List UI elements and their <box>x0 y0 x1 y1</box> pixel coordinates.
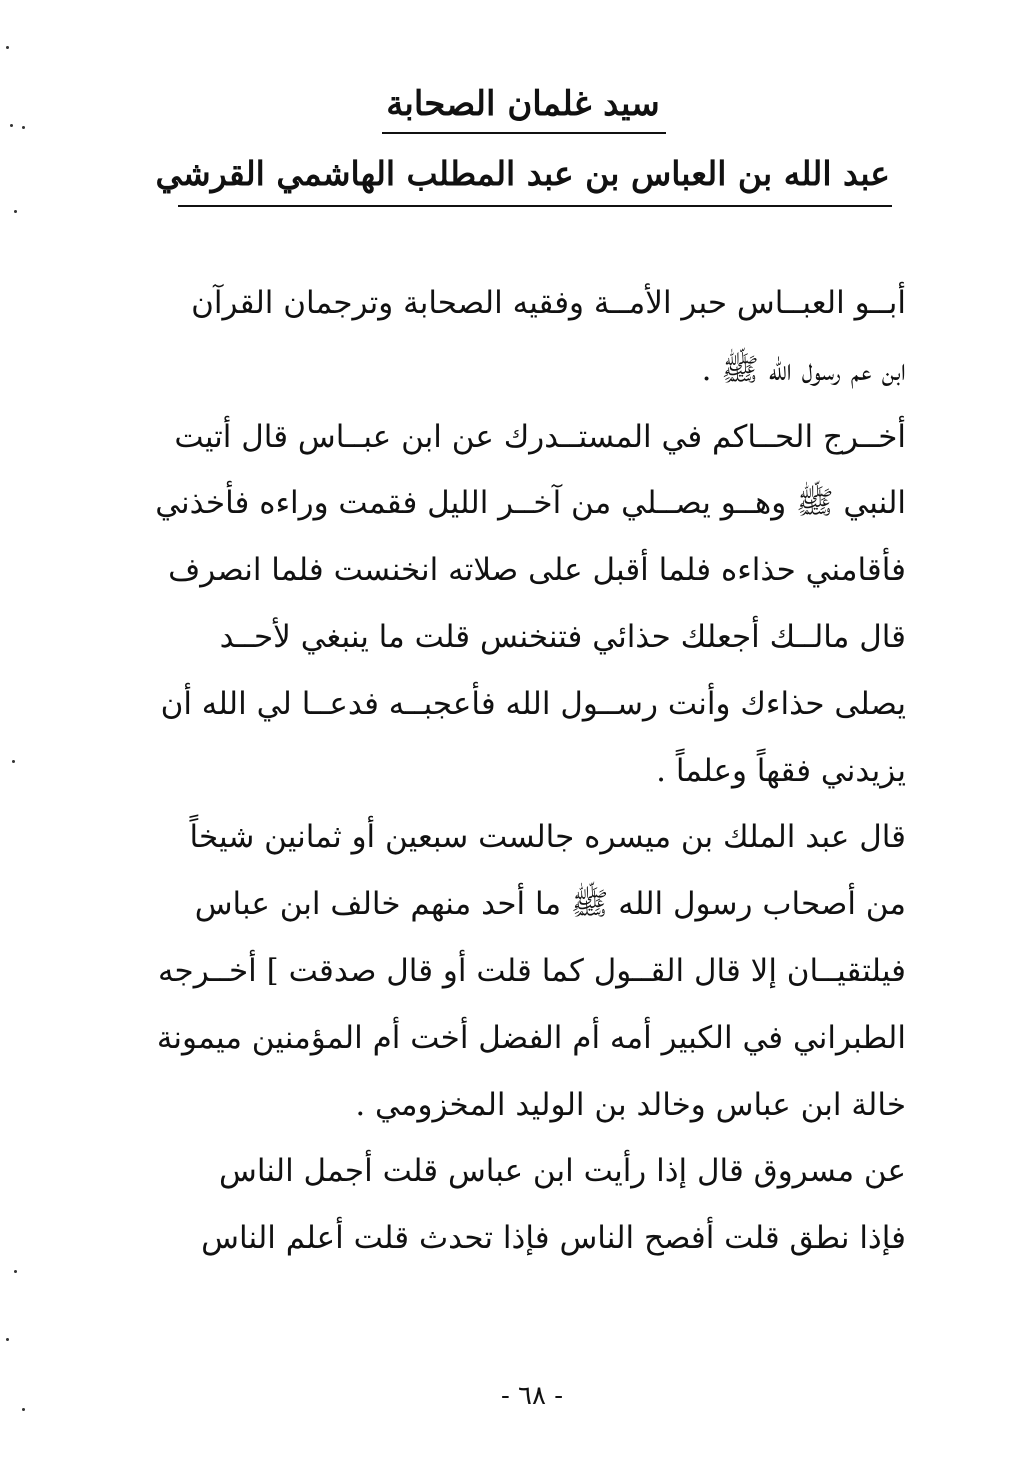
scan-speck <box>22 1408 25 1411</box>
scan-speck <box>22 126 25 129</box>
text-line: قال مالــك أجعلك حذائي فتنخنس قلت ما ينبغي لأحــد <box>219 618 906 655</box>
chapter-subtitle: عبد الله بن العباس بن عبد المطلب الهاشمي القرشي <box>155 154 890 193</box>
scan-speck <box>6 46 9 49</box>
text-line: أخــرج الحــاكم في المستــدرك عن ابن عبــاس قال أتيت <box>174 418 906 455</box>
text-line: ابن عم رسول الله ﷺ . <box>701 351 906 388</box>
page-number: - ٦٨ - <box>500 1381 564 1411</box>
text-line: من أصحاب رسول الله ﷺ ما أحد منهم خالف ابن عباس <box>194 886 906 923</box>
text-line: عن مسروق قال إذا رأيت ابن عباس قلت أجمل الناس <box>218 1153 906 1190</box>
text-line: يصلى حذاءك وأنت رســول الله فأعجبــه فدعــا لي الله أن <box>160 685 906 722</box>
text-line: أبــو العبــاس حبر الأمــة وفقيه الصحابة وترجمان القرآن <box>191 285 906 321</box>
body-text <box>146 270 906 1272</box>
scan-speck <box>6 1338 9 1341</box>
text-line: يزيدني فقهاً وعلماً . <box>656 752 906 789</box>
scan-speck <box>12 760 15 763</box>
text-line: فيلتقيــان إلا قال القــول كما قلت أو قال صدقت ] أخــرجه <box>157 952 906 989</box>
subtitle-underline <box>178 205 892 207</box>
text-line: النبي ﷺ وهــو يصــلي من آخــر الليل فقمت وراءه فأخذني <box>155 485 906 522</box>
text-line: الطبراني في الكبير أمه أم الفضل أخت أم المؤمنين ميمونة <box>156 1019 906 1056</box>
text-line: فإذا نطق قلت أفصح الناس فإذا تحدث قلت أعلم الناس <box>201 1220 906 1257</box>
text-line: خالة ابن عباس وخالد بن الوليد المخزومي . <box>355 1086 906 1123</box>
scan-speck <box>14 210 17 213</box>
scan-speck <box>14 1270 17 1273</box>
text-line: قال عبد الملك بن ميسره جالست سبعين أو ثمانين شيخاً <box>189 819 906 856</box>
title-underline <box>382 132 666 134</box>
text-line: فأقامني حذاءه فلما أقبل على صلاته انخنست فلما انصرف <box>168 552 906 589</box>
chapter-title: سيد غلمان الصحابة <box>386 84 660 124</box>
scan-speck <box>10 124 13 127</box>
